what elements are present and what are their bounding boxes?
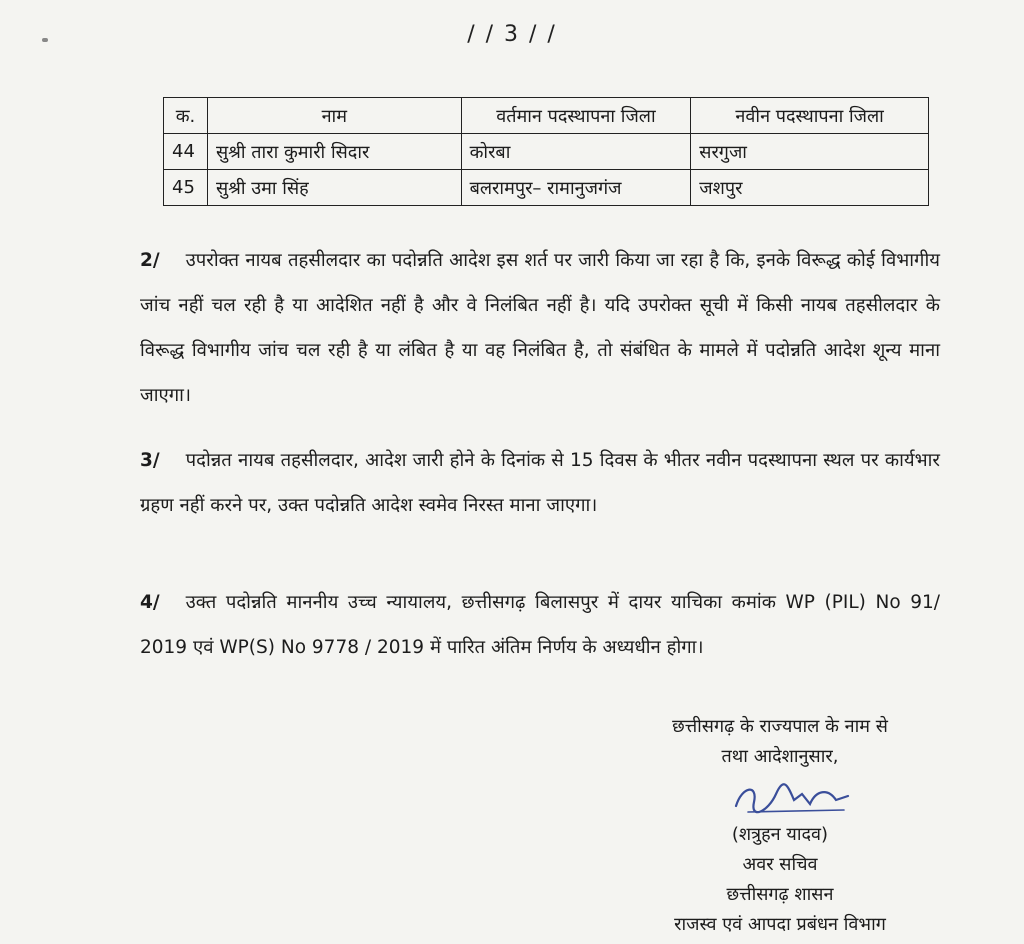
posting-table (163, 97, 929, 206)
signature-block (600, 712, 960, 772)
paragraph-text: पदोन्नत नायब तहसीलदार, आदेश जारी होने के दिनांक से 15 दिवस के भीतर नवीन पदस्थापना स्थल पर कार्यभार ग्रहण नहीं करने पर, उक्त पदोन्नति आदेश स्वमेव निरस्त माना जाएगा। (140, 450, 940, 516)
cell-serial: 44 (164, 134, 208, 170)
header-current-district: वर्तमान पदस्थापना जिला (461, 98, 691, 134)
cell-current-district: कोरबा (461, 134, 691, 170)
cell-new-district: सरगुजा (691, 134, 929, 170)
paragraph-3 (140, 438, 940, 528)
cell-current-district: बलरामपुर– रामानुजगंज (461, 170, 691, 206)
paragraph-4 (140, 580, 940, 670)
authority-line-2: तथा आदेशानुसार, (721, 746, 839, 767)
signatory-details (600, 820, 960, 940)
paragraph-number: 4/ (140, 592, 160, 613)
cell-name: सुश्री तारा कुमारी सिदार (207, 134, 461, 170)
table-row (164, 170, 929, 206)
government-name: छत्तीसगढ़ शासन (726, 884, 834, 905)
cell-name: सुश्री उमा सिंह (207, 170, 461, 206)
header-new-district: नवीन पदस्थापना जिला (691, 98, 929, 134)
table-header-row (164, 98, 929, 134)
department-name: राजस्व एवं आपदा प्रबंधन विभाग (674, 914, 886, 935)
authority-line: छत्तीसगढ़ के राज्यपाल के नाम से (672, 716, 888, 737)
cell-new-district: जशपुर (691, 170, 929, 206)
paragraph-number: 3/ (140, 450, 160, 471)
paragraph-text: उक्त पदोन्नति माननीय उच्च न्यायालय, छत्तीसगढ़ बिलासपुर में दायर याचिका कमांक WP (PIL) No 91/ 2019 एवं WP(S) No 9778 / 2019 में पारित अंतिम निर्णय के अध्यधीन होगा। (140, 592, 940, 658)
paragraph-text: उपरोक्त नायब तहसीलदार का पदोन्नति आदेश इस शर्त पर जारी किया जा रहा है कि, इनके विरूद्ध कोई विभागीय जांच नहीं चल रही है या आदेशित नहीं है और वे निलंबित नहीं है। यदि उपरोक्त सूची में किसी नायब तहसीलदार के विरूद्ध विभागीय जांच चल रही है या लंबित है या वह निलंबित है, तो संबंधित के मामले में पदोन्नति आदेश शून्य माना जाएगा। (140, 250, 940, 406)
page-number: / / 3 / / (467, 22, 557, 47)
table-row (164, 134, 929, 170)
header-name: नाम (207, 98, 461, 134)
cell-serial: 45 (164, 170, 208, 206)
signatory-designation: अवर सचिव (742, 854, 818, 875)
header-serial: क. (164, 98, 208, 134)
handwritten-signature (728, 776, 858, 824)
signatory-name: (शत्रुहन यादव) (731, 824, 829, 845)
paragraph-2 (140, 238, 940, 418)
paragraph-number: 2/ (140, 250, 160, 271)
